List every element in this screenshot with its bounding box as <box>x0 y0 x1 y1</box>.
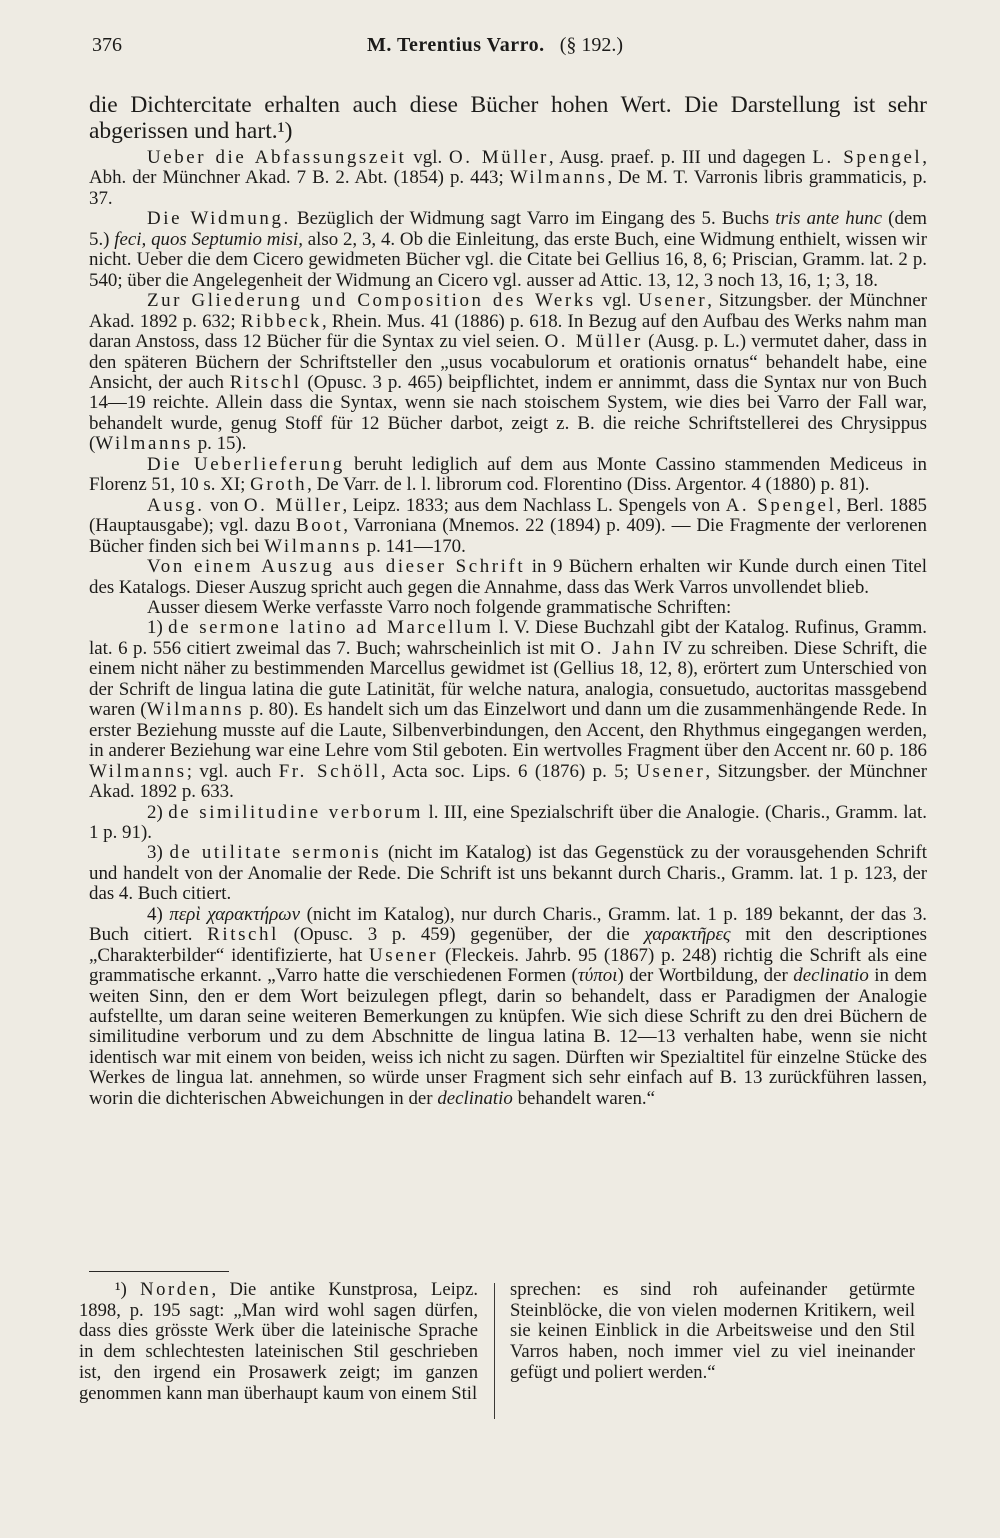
body-paragraph <box>89 148 927 209</box>
text-run: p. 15). <box>193 433 247 455</box>
running-header <box>92 34 927 64</box>
text-run: behandelt waren.“ <box>512 1087 656 1109</box>
text-run: , Varroniana (Mnemos. 22 (1894) p. 409). — Die Fragmente der verlorenen Bücher finden sich bei <box>89 515 927 557</box>
text-run: (Opusc. 3 p. 465) beipflichtet, indem er annimmt, dass die Syntax nur von Buch 14—19 reichte. Allein dass die Syntax, wenn sie nach stoischem System, wie dies bei Varro der Fall war, behandelt wurde, genug Stoff für 12 Bücher darbot, zeigt z. B. die reiche Schriftstellerei des Chrysippus ( <box>89 371 928 455</box>
text-run: ) der Wortbildung, der <box>617 965 794 987</box>
text-run: in 9 Büchern erhalten wir Kunde durch einen Titel des Katalogs. Dieser Auszug spricht auch gegen die Annahme, dass das Werk Varros unvollendet blieb. <box>89 556 927 598</box>
text-run: , Acta soc. Lips. 6 (1876) p. 5; <box>380 760 637 782</box>
text-run: l. V. Diese Buchzahl gibt der Katalog. Rufinus, Gramm. lat. 6 p. 556 citiert zweimal das 7. Buch; wahrscheinlich ist mit <box>89 617 927 659</box>
spaced-name: Ribbeck <box>240 310 322 332</box>
spaced-name: de utilitate sermonis <box>169 842 382 864</box>
body-paragraph <box>89 598 927 618</box>
italic-text: declinatio <box>793 965 869 987</box>
text-run: also 2, 3, 4. Ob die Einleitung, das erste Buch, eine Widmung enthielt, wissen wir nicht. Ueber die dem Cicero gewidmeten Bücher vgl. die Citate bei Gellius 16, 8, 6; Priscian, Gramm. lat. 2 p. 540; über die Angelegenheit der Widmung an Cicero vgl. ausser ad Attic. 13, 12, 3 noch 13, 16, 1; 3, 18. <box>89 228 927 291</box>
text-run: 2) <box>147 801 169 823</box>
spaced-name: Ueber die Abfassungszeit <box>147 147 407 168</box>
text-run: (dem 5.) <box>89 208 927 250</box>
body-paragraph <box>89 803 927 844</box>
text-run: in dem weiten Sinn, den er dem Wort beizulegen pflegt, darin so behandelt, dass er Paradigmen der Analogie aufstellte, um daran seine weiteren Bemerkungen zu knüpfen. Wie sich diese Schrift zu den drei Büchern de similitudine verborum und zu dem Abschnitte de lingua latina B. 12—13 verhalten habe, wenn sie nicht identisch war mit einem von beiden, weiss ich nicht zu sagen. Dürften wir Spezialtitel für einzelne Stücke des Werkes de lingua lat. annehmen, so würde unser Fragment sich sehr einfach auf B. 13 zurückführen lassen, worin die dichterischen Abweichungen in der <box>89 965 927 1109</box>
spaced-name: Wilmanns <box>95 433 193 455</box>
text-run: mit den descriptiones „Charakterbilder“ identifizierte, hat <box>89 924 928 966</box>
spaced-name: Wilmanns <box>509 167 608 189</box>
spaced-name: Zur Gliederung und Composition des Werks <box>147 290 596 312</box>
italic-text: tris ante hunc <box>775 208 882 230</box>
text-run: ; vgl. auch <box>186 760 279 782</box>
spaced-name: Norden <box>140 1279 212 1300</box>
main-text <box>89 92 927 1109</box>
page-number: 376 <box>92 34 122 56</box>
spaced-name: Usener <box>369 944 439 966</box>
text-run: (nicht im Katalog) ist das Gegenstück zu der vorausgehenden Schrift und handelt von der Anomalie der Rede. Die Schrift ist uns bekannt durch Charis., Gramm. lat. 1 p. 123, der das 4. Buch citiert. <box>89 842 927 905</box>
text-run: , Die antike Kunstprosa, Leipz. 1898, p. 195 sagt: „Man wird wohl sagen dürfen, dass dies grösste Werk über die lateinische Sprache in dem schlechtesten lateinischen Stil geschrieben ist, den irgend ein Prosawerk zeigt; im ganzen genommen kann man überhaupt kaum von einem Stil <box>79 1279 478 1404</box>
spaced-name: de similitudine verborum <box>168 801 424 823</box>
spaced-name: Usener <box>636 760 706 782</box>
text-run: 1) <box>147 617 169 639</box>
spaced-name: Usener <box>638 290 708 312</box>
italic-text: χαρακτῆρες <box>644 924 731 946</box>
text-run: 4) <box>147 903 170 925</box>
text-run: , De M. T. Varronis libris grammaticis, p. 37. <box>89 167 927 209</box>
body-paragraphs <box>89 148 927 1109</box>
body-paragraph <box>89 291 927 455</box>
body-paragraph <box>89 209 927 291</box>
spaced-name: Ausg. <box>147 494 205 516</box>
text-run: , Sitzungsber. der Münchner Akad. 1892 p. 633. <box>89 760 927 803</box>
spaced-name: de sermone latino ad Marcellum <box>168 617 494 639</box>
text-run: l. III, eine Spezialschrift über die Analogie. (Charis., Gramm. lat. 1 p. 91). <box>89 801 928 843</box>
text-run: sprechen: es sind roh aufeinander getürmte Steinblöcke, die von vielen modernen Kritikern, weil sie keinen Einblick in die Arbeitsweise und den Stil Varros haben, noch immer viel zu viel ineinander gefügt und poliert werden.“ <box>510 1279 915 1383</box>
italic-text: περὶ χαρακτήρων <box>169 903 301 925</box>
running-title <box>367 34 623 57</box>
text-run: IV zu schreiben. Diese Schrift, die einem nicht näher zu bestimmenden Marcellus gewidmet ist (Gellius 18, 12, 8), erörtert zum Unterschied von der Schrift de lingua latina die gute Latinität, für welche natura, analogia, consuetudo, auctoritas massgebend waren ( <box>89 637 927 721</box>
spaced-name: O. Müller <box>448 147 549 168</box>
spaced-name: A. Spengel <box>725 494 837 516</box>
text-run: p. 141—170. <box>361 535 466 557</box>
intro-paragraph: die Dichtercitate erhalten auch diese Bücher hohen Wert. Die Darstellung ist sehr abgerissen und hart.¹) <box>89 92 927 144</box>
text-run: ¹) <box>115 1279 141 1300</box>
text-run: 3) <box>147 842 170 864</box>
text-run: (Ausg. p. L.) vermutet daher, dass in den späteren Büchern der Schriftsteller den „usus vocabulorum et orationis ornatus“ behandelt habe, eine Ansicht, der auch <box>89 331 927 393</box>
footnote-right-text <box>510 1280 915 1384</box>
text-run: vgl. <box>595 290 639 312</box>
spaced-name: O. Müller <box>544 331 643 353</box>
italic-text: declinatio <box>437 1087 513 1109</box>
text-run: , Ausg. praef. p. III und dagegen <box>548 147 813 168</box>
footnote-column-divider <box>494 1283 495 1419</box>
spaced-name: Von einem Auszug aus dieser Schrift <box>147 556 526 578</box>
text-run: von <box>204 494 244 516</box>
spaced-name: Wilmanns <box>89 760 187 782</box>
text-run: p. 80). Es handelt sich um das Einzelwort und dann um die zusammenhängende Rede. In erster Beziehung musste auf die Laute, Silbenverbindungen, den Accent, den Rhythmus eingegangen werden, in anderer Beziehung war eine Lehre vom Stil geboten. Ein wertvolles Fragment über den Accent nr. 60 p. 186 <box>89 699 927 762</box>
body-paragraph <box>89 455 927 496</box>
spaced-name: O. Jahn <box>580 637 658 659</box>
text-run: (nicht im Katalog), nur durch Charis., Gramm. lat. 1 p. 189 bekannt, der das 3. Buch citiert. <box>89 903 928 946</box>
spaced-name: O. Müller <box>243 494 343 516</box>
text-run: vgl. <box>406 147 449 168</box>
body-paragraph <box>89 557 927 598</box>
spaced-name: Die Ueberlieferung <box>147 453 345 475</box>
text-run: , Leipz. 1833; aus dem Nachlass L. Spengels von <box>342 494 726 516</box>
body-paragraph <box>89 496 927 557</box>
spaced-name: Ritschl <box>207 924 279 946</box>
italic-text: τύποι <box>577 965 618 987</box>
body-paragraph <box>89 905 927 1110</box>
italic-text: feci, quos Septumio misi, <box>114 228 303 250</box>
text-run: Bezüglich der Widmung sagt Varro im Eingang des 5. Buchs <box>290 208 776 230</box>
text-run: , Rhein. Mus. 41 (1886) p. 618. In Bezug auf den Aufbau des Werks nahm man daran Anstoss, dass 12 Bücher für die Syntax zu viel seien. <box>89 310 927 353</box>
spaced-name: Groth <box>250 474 308 496</box>
text-run: (Fleckeis. Jahrb. 95 (1867) p. 248) richtig die Schrift als eine grammatische erkannt. „Varro hatte die verschiedenen Formen ( <box>89 944 927 987</box>
footnote-rule <box>89 1271 229 1272</box>
text-run: Ausser diesem Werke verfasste Varro noch folgende grammatische Schriften: <box>147 596 732 618</box>
footnote-left-text <box>79 1280 478 1404</box>
spaced-name: Ritschl <box>229 371 302 393</box>
text-run: , De Varr. de l. l. librorum cod. Florentino (Diss. Argentor. 4 (1880) p. 81). <box>307 474 870 496</box>
spaced-name: Fr. Schöll <box>278 760 381 782</box>
text-run: beruht lediglich auf dem aus Monte Cassino stammenden Mediceus in Florenz 51, 10 s. XI; <box>89 453 927 496</box>
text-run: , Sitzungsber. der Münchner Akad. 1892 p. 632; <box>89 290 927 332</box>
spaced-name: Boot <box>296 515 344 537</box>
text-run: , Berl. 1885 (Hauptausgabe); vgl. dazu <box>89 494 928 537</box>
spaced-name: Wilmanns <box>264 535 362 557</box>
body-paragraph <box>89 843 927 904</box>
spaced-name: Die Widmung. <box>147 208 291 230</box>
text-run: (Opusc. 3 p. 459) gegenüber, der die <box>278 924 645 946</box>
text-run: , Abh. der Münchner Akad. 7 B. 2. Abt. (1854) p. 443; <box>89 147 928 189</box>
running-title-text: M. Terentius Varro. <box>367 34 545 56</box>
footnote-left-column <box>79 1280 478 1404</box>
footnote-right-column <box>510 1280 915 1384</box>
body-paragraph <box>89 618 927 802</box>
spaced-name: Wilmanns <box>146 699 245 721</box>
section-number: (§ 192.) <box>559 34 624 56</box>
spaced-name: L. Spengel <box>812 147 923 168</box>
